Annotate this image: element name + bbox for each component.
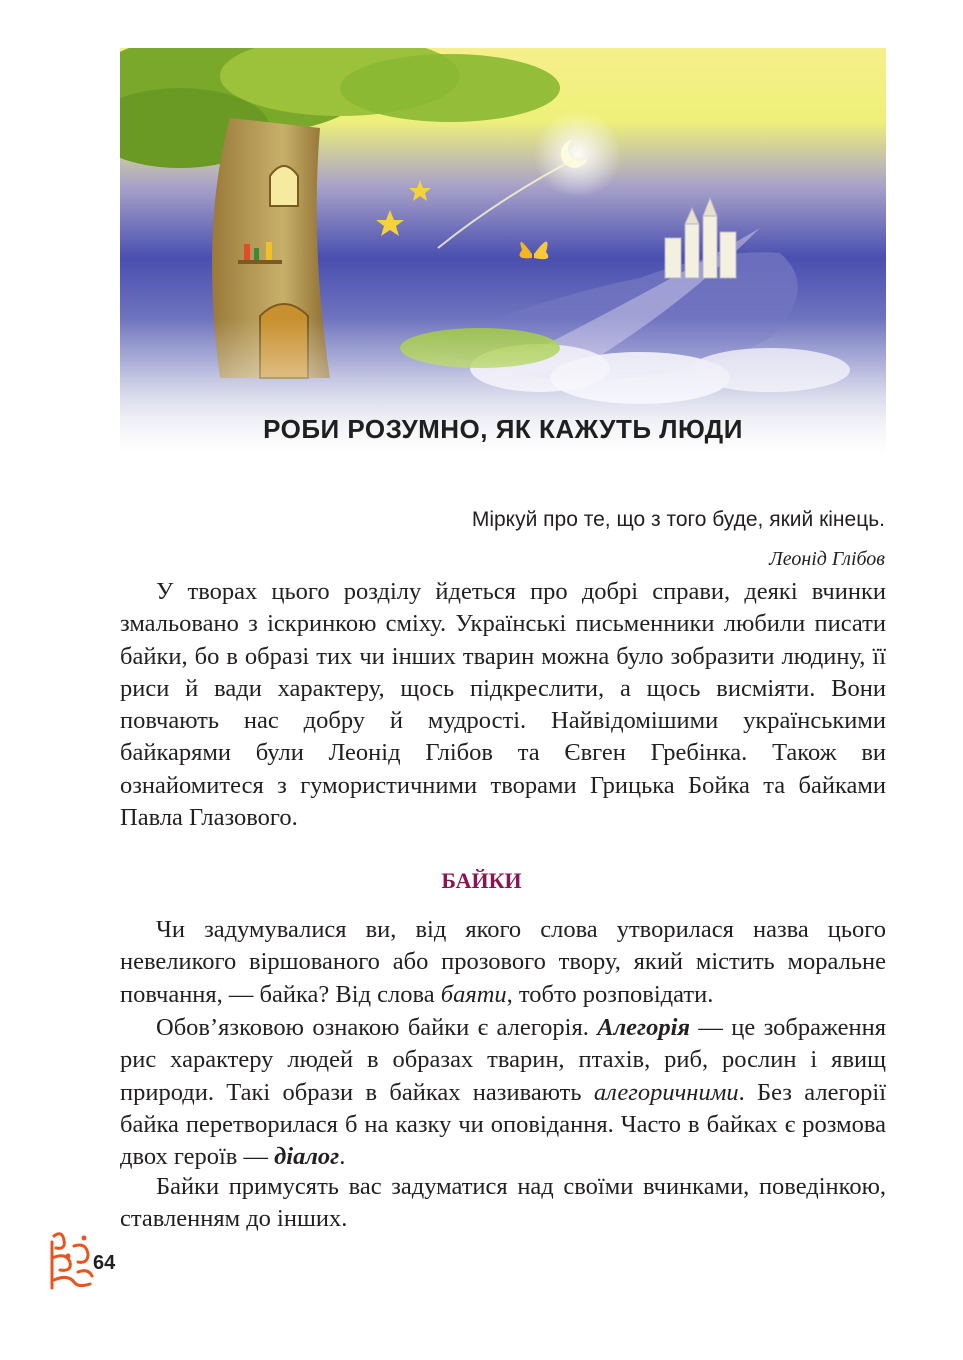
text-run: Обов’язковою ознакою байки є алегорія. bbox=[156, 1014, 598, 1041]
term-allegory: Алегорія bbox=[597, 1014, 691, 1041]
term-dialogue: діалог bbox=[274, 1143, 340, 1171]
page-number: 64 bbox=[93, 1252, 116, 1274]
text-run: — це зображення рис характеру людей в образах тварин, птахів, риб, рослин і явищ природи. Такі образи в байках називають bbox=[120, 1014, 886, 1106]
chapter-banner bbox=[120, 48, 886, 452]
text-run: . bbox=[339, 1143, 346, 1171]
text-run: Чи задумувалися ви, від якого слова утворилася назва цього невеликого віршованого або прозового твору, який містить моральне повчання, — байка? Від слова bbox=[120, 916, 886, 1008]
emphasized-word: алегоричними bbox=[593, 1078, 739, 1106]
banner-illustration bbox=[120, 48, 886, 452]
paragraph-allegory bbox=[120, 1012, 886, 1173]
folk-ornament-icon bbox=[48, 1228, 98, 1290]
intro-paragraph: У творах цього розділу йдеться про добрі справи, деякі вчинки змальовано з іскринкою сміху. Українські письменники любили писати байки, бо в образі тих чи інших тварин можна було зобразити людину, її риси й вади характеру, щось підкреслити, а щось висміяти. Вони повчають нас добру й мудрості. Найвідомішими українськими байкарями були Леонід Глібов та Євген Гребінка. Також ви ознайомитеся з гумористичними творами Грицька Бойка та байками Павла Глазового. bbox=[120, 578, 886, 832]
chapter-title: РОБИ РОЗУМНО, ЯК КАЖУТЬ ЛЮДИ bbox=[263, 414, 743, 444]
paragraph-conclusion: Байки примусять вас задуматися над своїми вчинками, поведінкою, ставленням до інших. bbox=[120, 1173, 886, 1233]
paragraph-fable-origin bbox=[120, 914, 886, 1011]
section-heading: БАЙКИ bbox=[441, 868, 522, 893]
epigraph-quote: Міркуй про те, що з того буде, який кінець. bbox=[471, 508, 885, 531]
text-run: . Без алегорії байка перетворилася б на казку чи оповідання. Часто в байках є розмова двох героїв — bbox=[120, 1078, 886, 1171]
text-run: , тобто розповідати. bbox=[506, 980, 714, 1008]
emphasized-word: баяти bbox=[440, 980, 507, 1008]
epigraph-author: Леонід Глібов bbox=[769, 548, 885, 570]
